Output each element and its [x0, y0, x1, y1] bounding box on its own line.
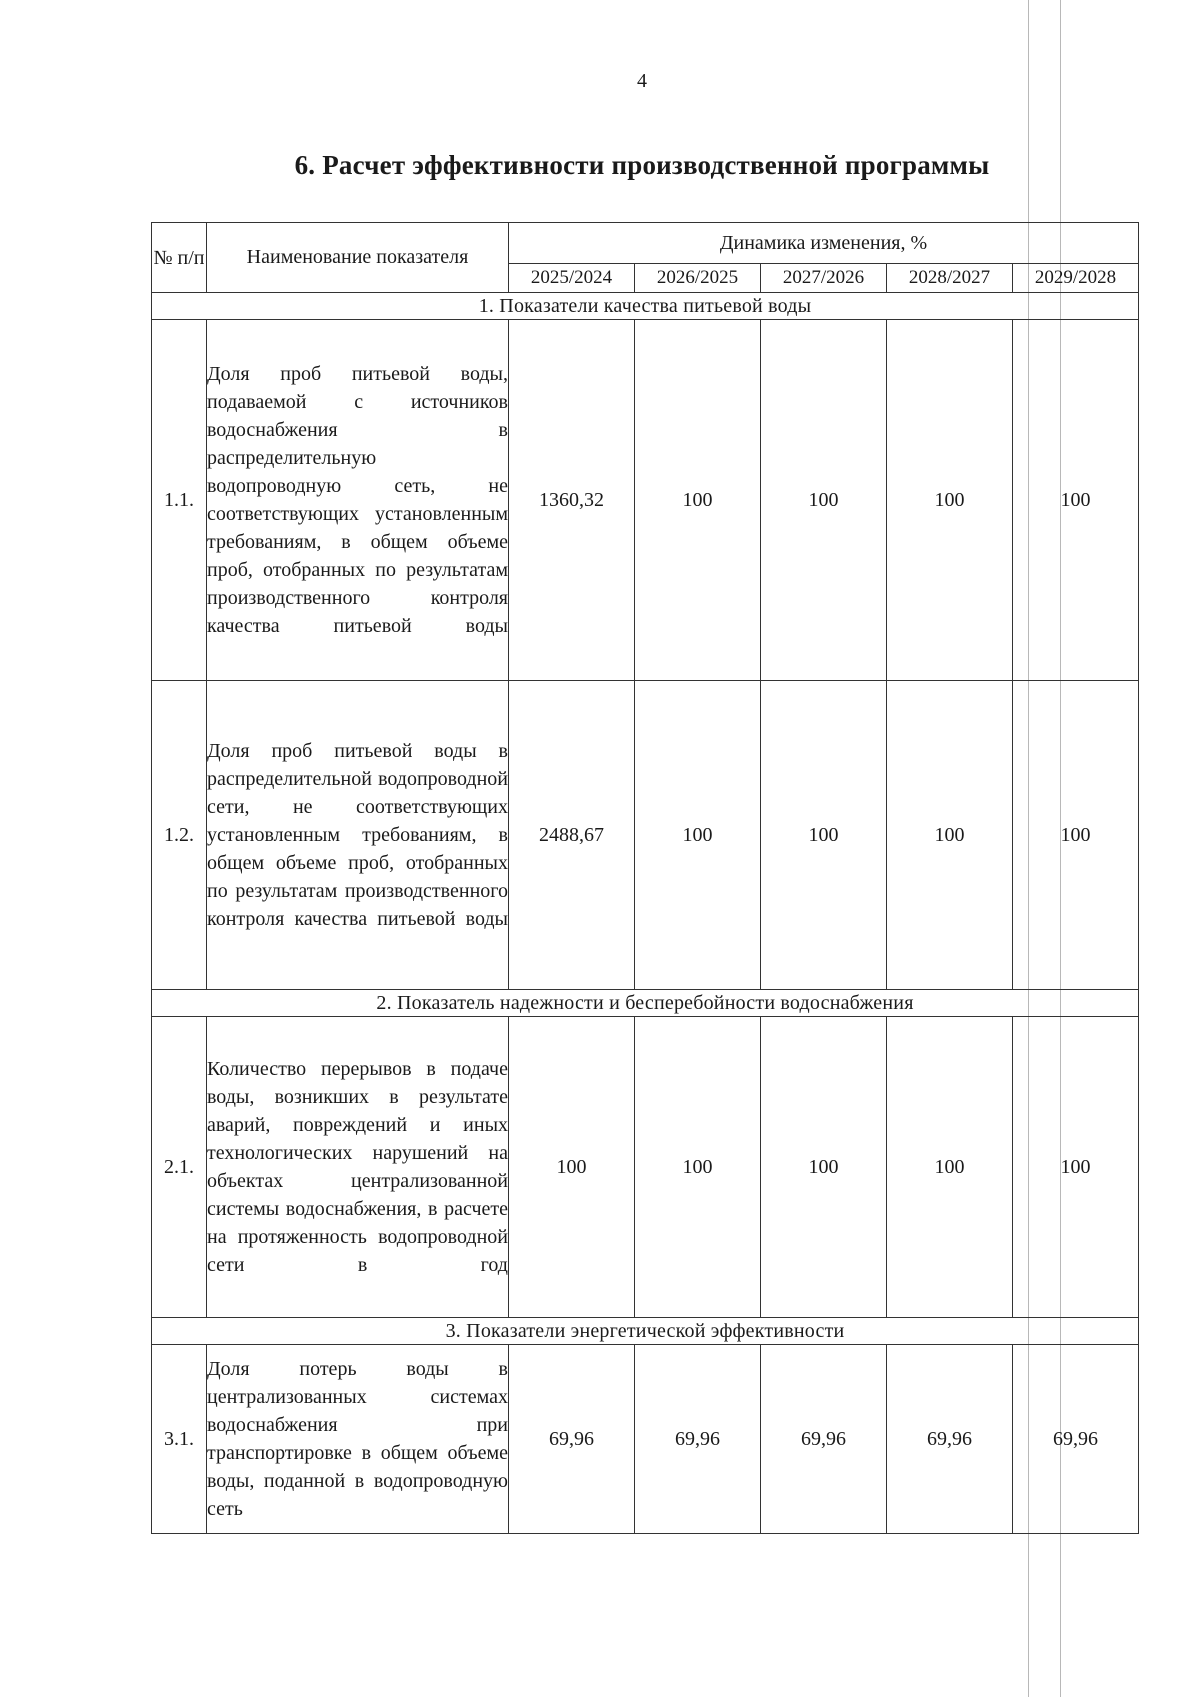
value-cell: 100 — [761, 681, 887, 990]
value-cell: 69,96 — [887, 1345, 1013, 1534]
value-cell: 69,96 — [509, 1345, 635, 1534]
indicator-name: Доля потерь воды в централизованных системах водоснабжения при транспортировке в общем объеме воды, поданной в водопроводную сеть — [207, 1345, 509, 1534]
column-header-year: 2027/2026 — [761, 264, 887, 293]
section-title: 2. Показатель надежности и бесперебойности водоснабжения — [152, 990, 1139, 1017]
value-cell: 100 — [887, 320, 1013, 681]
page-title: 6. Расчет эффективности производственной программы — [294, 150, 990, 180]
value-cell: 100 — [635, 681, 761, 990]
row-number: 1.2. — [152, 681, 207, 990]
value-cell: 69,96 — [635, 1345, 761, 1534]
indicator-name: Доля проб питьевой воды, подаваемой с источников водоснабжения в распределительную водопроводную сеть, не соответствующих установленным требованиям, в общем объеме проб, отобранных по результатам производственного контроля качества питьевой воды — [207, 320, 509, 681]
value-cell: 100 — [761, 1017, 887, 1318]
column-header-year: 2025/2024 — [509, 264, 635, 293]
value-cell: 69,96 — [761, 1345, 887, 1534]
table-row — [152, 681, 1139, 990]
row-number: 2.1. — [152, 1017, 207, 1318]
value-cell: 69,96 — [1013, 1345, 1139, 1534]
value-cell: 2488,67 — [509, 681, 635, 990]
column-header-year: 2028/2027 — [887, 264, 1013, 293]
column-header-year: 2029/2028 — [1013, 264, 1139, 293]
table-row — [152, 320, 1139, 681]
column-header-name: Наименование показателя — [207, 223, 509, 293]
value-cell: 100 — [887, 681, 1013, 990]
section-title: 1. Показатели качества питьевой воды — [152, 293, 1139, 320]
efficiency-table — [151, 222, 1139, 1534]
value-cell: 100 — [1013, 1017, 1139, 1318]
section-row — [152, 990, 1139, 1017]
column-header-dynamics: Динамика изменения, % — [509, 223, 1139, 264]
column-header-year: 2026/2025 — [635, 264, 761, 293]
value-cell: 100 — [1013, 320, 1139, 681]
value-cell: 100 — [887, 1017, 1013, 1318]
indicator-name: Количество перерывов в подаче воды, возникших в результате аварий, повреждений и иных технологических нарушений на объектах централизованной системы водоснабжения, в расчете на протяженность водопроводной сети в год — [207, 1017, 509, 1318]
page-number: 4 — [637, 70, 647, 92]
section-title: 3. Показатели энергетической эффективности — [152, 1318, 1139, 1345]
section-row — [152, 1318, 1139, 1345]
value-cell: 100 — [1013, 681, 1139, 990]
row-number: 3.1. — [152, 1345, 207, 1534]
table-row — [152, 1345, 1139, 1534]
indicator-name: Доля проб питьевой воды в распределительной водопроводной сети, не соответствующих установленным требованиям, в общем объеме проб, отобранных по результатам производственного контроля качества питьевой воды — [207, 681, 509, 990]
section-row — [152, 293, 1139, 320]
value-cell: 100 — [761, 320, 887, 681]
column-header-number: № п/п — [152, 223, 207, 293]
value-cell: 100 — [635, 1017, 761, 1318]
value-cell: 1360,32 — [509, 320, 635, 681]
row-number: 1.1. — [152, 320, 207, 681]
value-cell: 100 — [635, 320, 761, 681]
value-cell: 100 — [509, 1017, 635, 1318]
table-row — [152, 1017, 1139, 1318]
